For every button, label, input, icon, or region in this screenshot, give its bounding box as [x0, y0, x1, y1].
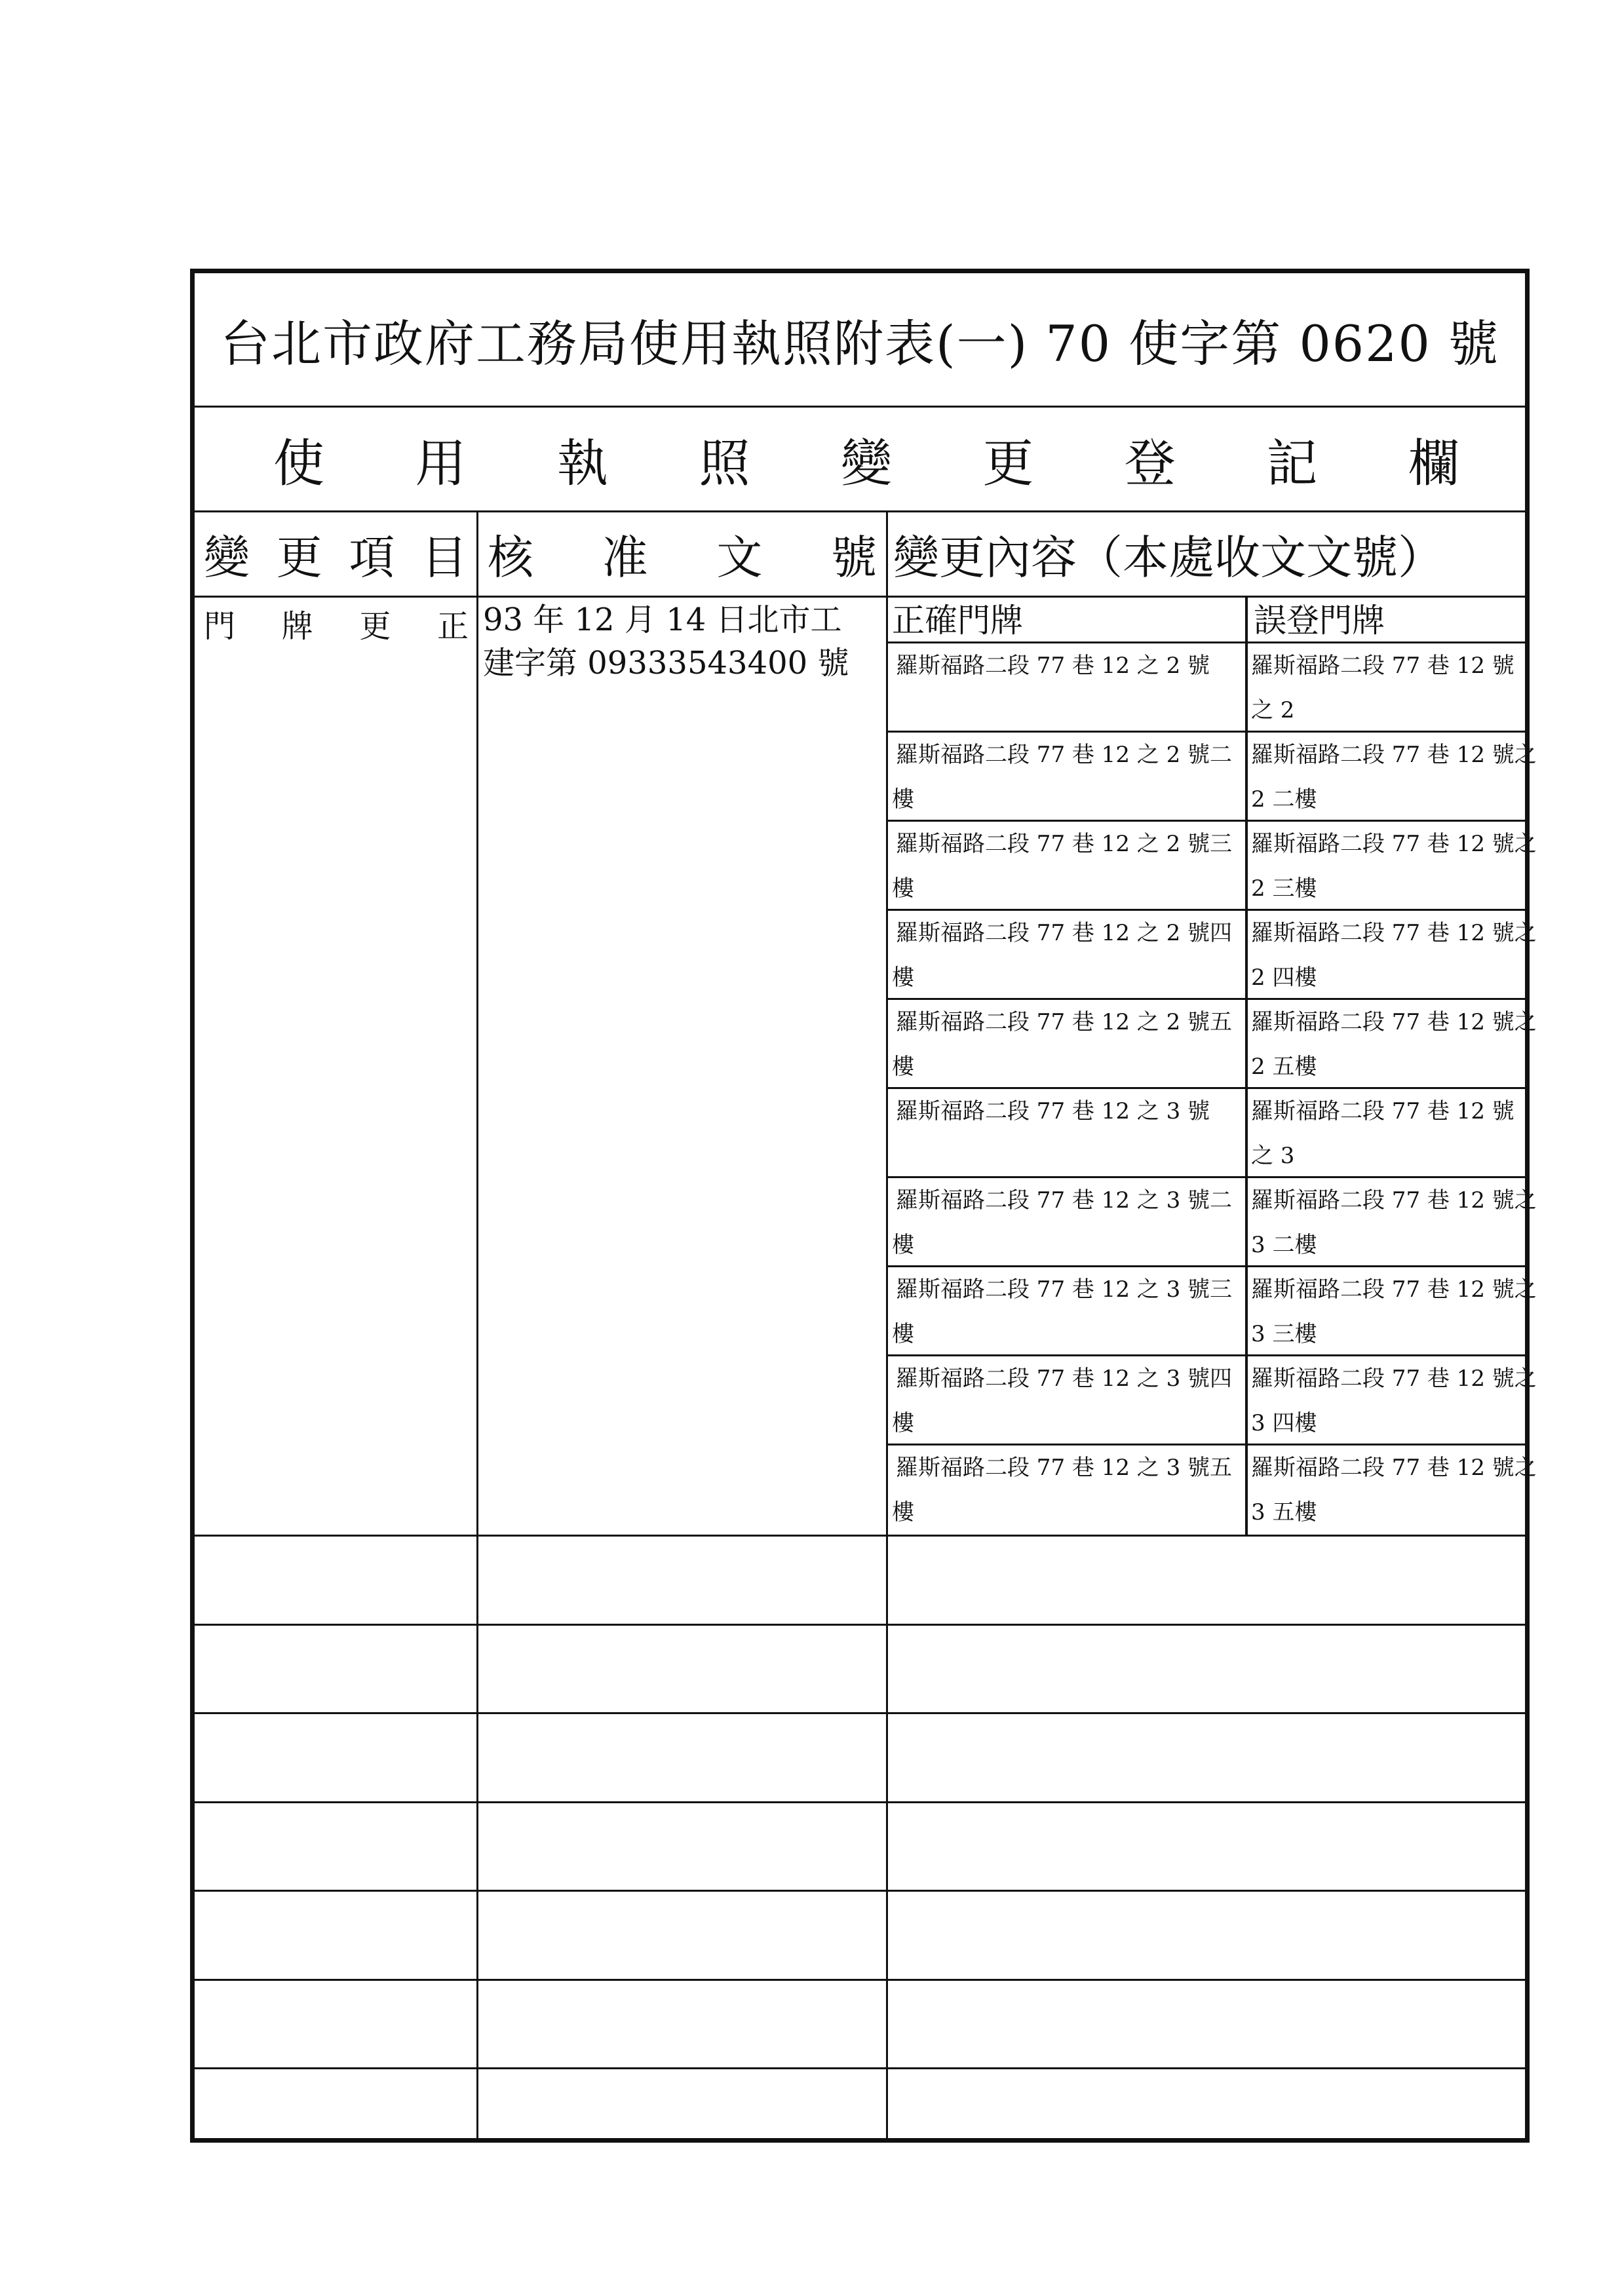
header-char: 項 — [349, 531, 395, 584]
wrong-address-line-2: 2 三樓 — [1251, 875, 1317, 902]
correct-address-line-2: 樓 — [892, 1232, 914, 1258]
wrong-address-line-1: 羅斯福路二段 77 巷 12 號 — [1251, 1098, 1514, 1124]
item-char: 更 — [359, 608, 391, 645]
correct-address-line-2: 樓 — [892, 1321, 914, 1347]
header-char: 文 — [716, 531, 763, 584]
correct-address-line-1: 羅斯福路二段 77 巷 12 之 3 號三 — [896, 1276, 1233, 1303]
banner-char: 更 — [982, 434, 1034, 493]
header-char: 號 — [830, 531, 877, 584]
header-char: 更 — [276, 531, 322, 584]
correct-address-line-1: 羅斯福路二段 77 巷 12 之 2 號五 — [896, 1009, 1233, 1035]
register-form-frame — [190, 269, 1537, 2143]
wrong-address-line-1: 羅斯福路二段 77 巷 12 號之 — [1251, 1276, 1537, 1303]
wrong-address-line-2: 3 四樓 — [1251, 1410, 1317, 1436]
banner-char: 用 — [415, 434, 467, 493]
wrong-address-line-1: 羅斯福路二段 77 巷 12 號之 — [1251, 742, 1537, 768]
correct-address-line-1: 羅斯福路二段 77 巷 12 之 3 號 — [896, 1098, 1210, 1124]
empty-row-line — [195, 1801, 1525, 1803]
column-divider — [886, 512, 888, 2139]
wrong-address-line-1: 羅斯福路二段 77 巷 12 號 — [1251, 653, 1514, 679]
correct-address-line-1: 羅斯福路二段 77 巷 12 之 3 號四 — [896, 1366, 1233, 1392]
banner-char: 變 — [840, 434, 892, 493]
wrong-address-line-1: 羅斯福路二段 77 巷 12 號之 — [1251, 1455, 1537, 1481]
wrong-address-line-1: 羅斯福路二段 77 巷 12 號之 — [1251, 920, 1537, 946]
empty-row-line — [195, 1535, 1525, 1537]
banner-char: 照 — [699, 434, 750, 493]
wrong-address-line-1: 羅斯福路二段 77 巷 12 號之 — [1251, 1187, 1537, 1214]
banner-char: 欄 — [1408, 434, 1459, 493]
wrong-address-line-1: 羅斯福路二段 77 巷 12 號之 — [1251, 831, 1537, 857]
correct-address-line-1: 羅斯福路二段 77 巷 12 之 2 號三 — [896, 831, 1233, 857]
empty-row-line — [195, 1890, 1525, 1892]
column-header-row — [195, 512, 1525, 598]
entry-change-item — [200, 601, 473, 646]
wrong-address-line-2: 3 三樓 — [1251, 1321, 1317, 1347]
correct-address-line-2: 樓 — [892, 1054, 914, 1080]
empty-row-line — [195, 1624, 1525, 1626]
wrong-address-line-2: 2 四樓 — [1251, 965, 1317, 991]
header-char: 核 — [488, 531, 533, 584]
correct-address-line-1: 羅斯福路二段 77 巷 12 之 3 號五 — [896, 1455, 1233, 1481]
subtable-divider — [1245, 598, 1248, 1535]
correct-address-header: 正確門牌 — [892, 602, 1023, 640]
header-char: 變 — [204, 531, 250, 584]
wrong-address-line-1: 羅斯福路二段 77 巷 12 號之 — [1251, 1366, 1537, 1392]
empty-row-line — [195, 1712, 1525, 1714]
banner-char: 執 — [556, 434, 608, 493]
banner-char: 記 — [1266, 434, 1318, 493]
wrong-address-line-2: 2 二樓 — [1251, 786, 1317, 813]
wrong-address-line-2: 之 2 — [1251, 697, 1295, 723]
empty-row-line — [195, 1979, 1525, 1981]
wrong-address-header: 誤登門牌 — [1254, 602, 1385, 640]
header-content-text: 變更內容（本處收文文號） — [893, 531, 1444, 584]
entry-approval-line-2: 建字第 09333543400 號 — [483, 645, 849, 681]
item-char: 牌 — [281, 608, 313, 645]
header-change-content — [888, 512, 1525, 596]
register-banner — [195, 408, 1525, 512]
correct-address-line-1: 羅斯福路二段 77 巷 12 之 2 號四 — [896, 920, 1233, 946]
wrong-address-line-2: 2 五樓 — [1251, 1054, 1317, 1080]
header-char: 准 — [602, 531, 648, 584]
wrong-address-line-1: 羅斯福路二段 77 巷 12 號之 — [1251, 1009, 1537, 1035]
correct-address-line-1: 羅斯福路二段 77 巷 12 之 2 號 — [896, 653, 1210, 679]
form-title-text: 台北市政府工務局使用執照附表(一) 70 使字第 0620 號 — [220, 314, 1500, 373]
wrong-address-line-2: 3 五樓 — [1251, 1499, 1317, 1525]
header-approval-number — [478, 512, 886, 596]
correct-address-line-2: 樓 — [892, 1499, 914, 1525]
correct-address-line-2: 樓 — [892, 1410, 914, 1436]
column-divider — [476, 512, 478, 2139]
header-change-item — [195, 512, 476, 596]
correct-address-line-2: 樓 — [892, 965, 914, 991]
header-char: 目 — [421, 531, 467, 584]
correct-address-line-1: 羅斯福路二段 77 巷 12 之 2 號二 — [896, 742, 1233, 768]
correct-address-line-1: 羅斯福路二段 77 巷 12 之 3 號二 — [896, 1187, 1233, 1214]
item-char: 門 — [204, 608, 236, 645]
wrong-address-line-2: 之 3 — [1251, 1143, 1295, 1169]
correct-address-line-2: 樓 — [892, 875, 914, 902]
item-char: 正 — [436, 608, 469, 645]
correct-address-line-2: 樓 — [892, 786, 914, 813]
banner-char: 登 — [1124, 434, 1176, 493]
form-title — [195, 273, 1525, 408]
wrong-address-line-2: 3 二樓 — [1251, 1232, 1317, 1258]
banner-char: 使 — [273, 434, 325, 493]
empty-row-line — [195, 2067, 1525, 2069]
entry-approval-line-1: 93 年 12 月 14 日北市工 — [483, 602, 842, 638]
